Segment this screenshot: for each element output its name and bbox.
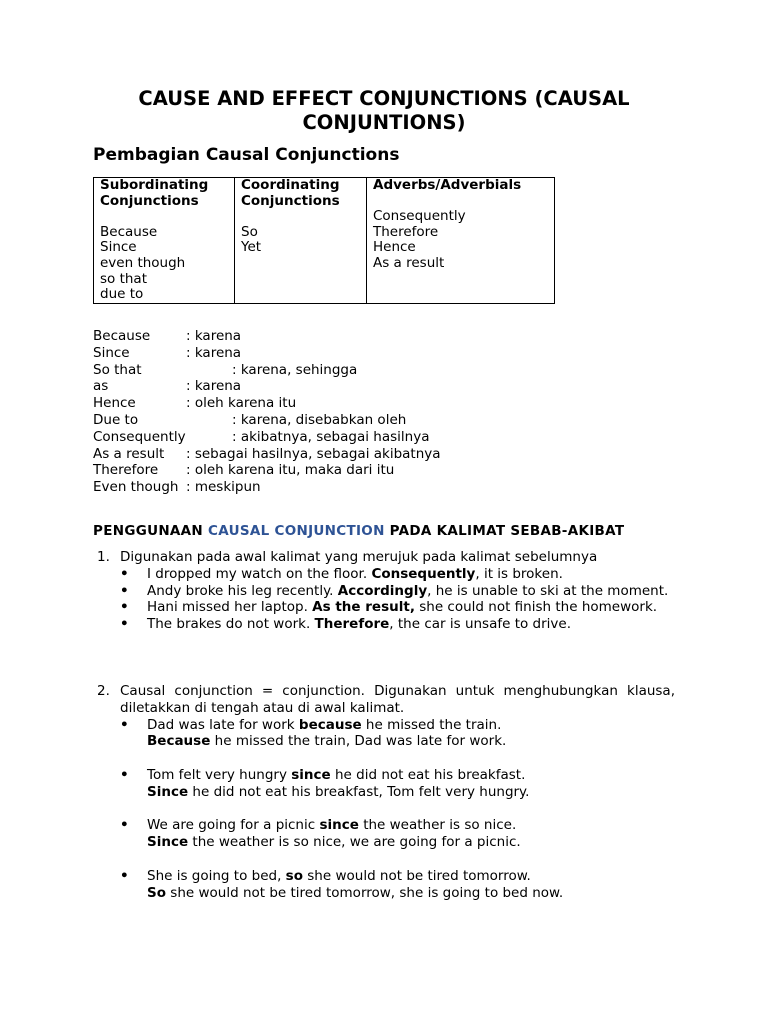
usage-heading-highlight: CAUSAL CONJUNCTION — [208, 523, 385, 539]
vocab-definition: : karena, disebabkan oleh — [232, 411, 407, 428]
column-header: Conjunctions — [241, 192, 340, 209]
vocab-term: Because — [93, 328, 151, 344]
vocab-term: Even though — [93, 479, 179, 496]
bullet-icon: • — [120, 766, 129, 783]
list-item: Consequently — [373, 208, 466, 225]
section-intro: Digunakan pada awal kalimat yang merujuk pada kalimat sebelumnya — [120, 549, 598, 565]
bullet-icon: • — [120, 817, 129, 834]
list-item: • Hani missed her laptop. As the result, she could not finish the homework. — [120, 599, 658, 616]
list-item: Since — [100, 239, 137, 256]
list-item: Therefore — [373, 223, 439, 240]
page-title: CAUSE AND EFFECT CONJUNCTIONS (CAUSAL CONJUNTIONS) — [138, 87, 630, 134]
vocab-definition: : akibatnya, sebagai hasilnya — [232, 428, 430, 445]
bullet-icon: • — [120, 582, 129, 599]
column-header: Adverbs/Adverbials — [373, 177, 522, 193]
table-row — [94, 178, 555, 304]
vocab-term: Since — [93, 344, 130, 361]
vocab-definition: : karena — [186, 328, 242, 344]
vocab-term: As a result — [93, 445, 165, 462]
list-item: so that — [100, 270, 147, 287]
vocab-definition: : meskipun — [186, 479, 261, 496]
usage-section-1 — [93, 549, 675, 633]
usage-heading-text: PENGGUNAAN — [93, 523, 209, 539]
usage-heading — [93, 523, 624, 539]
vocab-definition: : karena — [186, 378, 242, 395]
list-item: As a result — [373, 254, 445, 271]
list-item: • The brakes do not work. Therefore, the car is unsafe to drive. — [120, 616, 572, 633]
section-intro: Causal conjunction = conjunction. Digunakan untuk menghubungkan klausa, diletakkan di tengah atau di awal kalimat. — [120, 683, 675, 716]
vocab-definition: : oleh karena itu — [186, 395, 297, 412]
section-subtitle: Pembagian Causal Conjunctions — [93, 145, 400, 165]
vocab-term: as — [93, 378, 109, 395]
vocab-term: Hence — [93, 395, 136, 412]
list-item: Because — [100, 223, 158, 240]
list-item: due to — [100, 286, 144, 303]
list-item: So — [241, 223, 258, 240]
column-header: Subordinating — [100, 177, 209, 193]
list-item: • We are going for a picnic since the weather is so nice. Since the weather is so nice, we are going for a picnic. — [120, 817, 521, 851]
usage-heading-text: PADA KALIMAT SEBAB-AKIBAT — [384, 523, 625, 539]
vocab-term: Due to — [93, 411, 139, 428]
conjunctions-table — [93, 177, 555, 304]
vocab-definition: : karena — [186, 344, 242, 361]
vocab-term: Therefore — [93, 462, 159, 479]
bullet-icon: • — [120, 565, 129, 582]
vocab-definition: : oleh karena itu, maka dari itu — [186, 462, 395, 479]
column-header: Coordinating — [241, 177, 340, 193]
table-cell-adverbs — [367, 178, 555, 304]
column-header: Conjunctions — [100, 192, 199, 209]
list-item: • She is going to bed, so she would not be tired tomorrow. So she would not be tired tomorrow, she is going to bed now. — [120, 867, 564, 901]
list-number: 2. — [97, 683, 110, 699]
list-item: even though — [100, 254, 186, 271]
list-number: 1. — [97, 549, 110, 565]
list-item: • Andy broke his leg recently. Accordingly, he is unable to ski at the moment. — [120, 582, 669, 599]
list-item: • Dad was late for work because he missed the train. Because he missed the train, Dad was late for work. — [120, 716, 507, 750]
list-item: • Tom felt very hungry since he did not eat his breakfast. Since he did not eat his breakfast, Tom felt very hungry. — [120, 766, 530, 800]
vocab-term: Consequently — [93, 428, 186, 445]
vocab-term: So that — [93, 361, 142, 378]
vocab-definition: : karena, sehingga — [232, 361, 358, 378]
bullet-icon: • — [120, 616, 129, 633]
bullet-icon: • — [120, 599, 129, 616]
vocab-definition: : sebagai hasilnya, sebagai akibatnya — [186, 445, 441, 462]
list-item: Hence — [373, 239, 416, 256]
bullet-icon: • — [120, 716, 129, 733]
usage-section-2 — [93, 683, 675, 901]
list-item: • I dropped my watch on the floor. Consequently, it is broken. — [120, 565, 563, 582]
list-item: Yet — [241, 239, 262, 256]
bullet-icon: • — [120, 867, 129, 884]
table-cell-coordinating — [235, 178, 367, 304]
table-cell-subordinating — [94, 178, 235, 304]
